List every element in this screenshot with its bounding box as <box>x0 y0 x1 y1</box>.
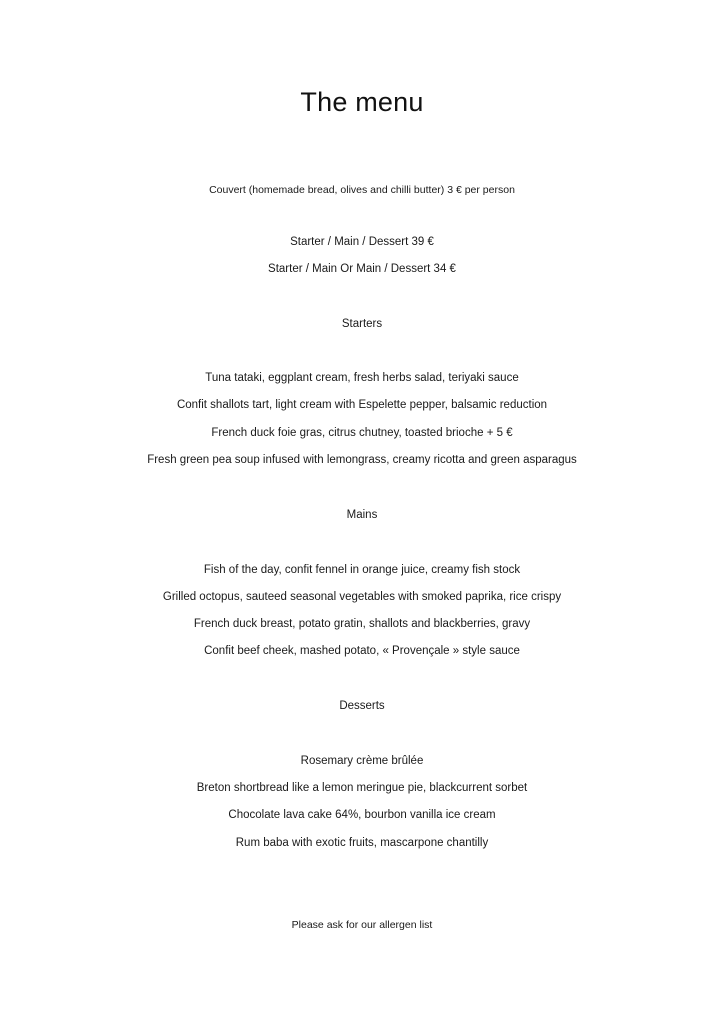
menu-item: Rum baba with exotic fruits, mascarpone chantilly <box>235 837 489 849</box>
menu-item: Confit shallots tart, light cream with Espelette pepper, balsamic reduction <box>176 399 548 411</box>
page-title: The menu <box>300 87 424 117</box>
menu-item: Chocolate lava cake 64%, bourbon vanilla ice cream <box>228 809 496 821</box>
formula-three-courses: Starter / Main / Dessert 39 € <box>290 236 434 248</box>
menu-item: Confit beef cheek, mashed potato, « Provençale » style sauce <box>204 645 520 657</box>
menu-item: Breton shortbread like a lemon meringue pie, blackcurrent sorbet <box>196 782 528 794</box>
menu-item: Fish of the day, confit fennel in orange juice, creamy fish stock <box>203 564 521 576</box>
menu-item: Fresh green pea soup infused with lemongrass, creamy ricotta and green asparagus <box>147 454 577 466</box>
section-heading-mains: Mains <box>346 509 378 521</box>
menu-item: French duck breast, potato gratin, shallots and blackberries, gravy <box>193 618 531 630</box>
allergen-note: Please ask for our allergen list <box>291 919 433 931</box>
menu-item: Grilled octopus, sauteed seasonal vegetables with smoked paprika, rice crispy <box>162 591 562 603</box>
section-heading-desserts: Desserts <box>339 700 385 712</box>
couvert-note: Couvert (homemade bread, olives and chilli butter) 3 € per person <box>209 184 515 196</box>
menu-item: Tuna tataki, eggplant cream, fresh herbs salad, teriyaki sauce <box>205 372 519 384</box>
menu-item: French duck foie gras, citrus chutney, toasted brioche + 5 € <box>211 427 513 439</box>
section-heading-starters: Starters <box>341 318 383 330</box>
formula-two-courses: Starter / Main Or Main / Dessert 34 € <box>268 263 456 275</box>
menu-item: Rosemary crème brûlée <box>300 755 424 767</box>
